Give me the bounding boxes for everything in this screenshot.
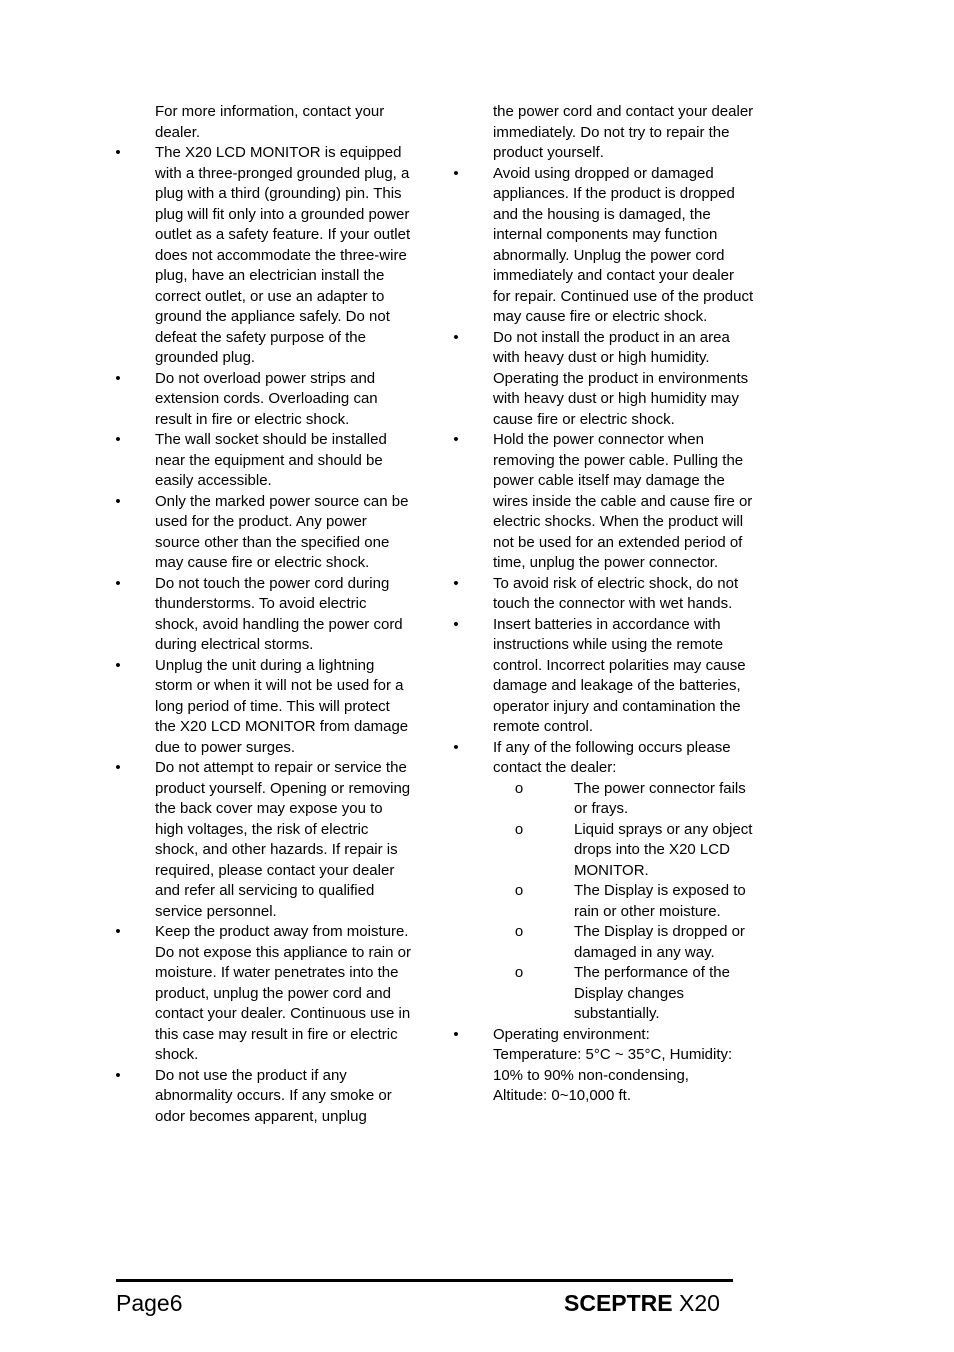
continued-text: For more information, contact your dealer. (155, 103, 385, 141)
list-item-text: Avoid using dropped or damaged appliances. If the product is dropped and the housing is damaged, the internal components may function abnormally. Unplug the power cord immediately and contact your dealer for repair. Continued use of the product may cause fire or electric shock. (493, 164, 754, 325)
page-number: Page6 (116, 1290, 183, 1316)
bullet-icon: • (453, 615, 459, 633)
footer-divider (116, 1279, 733, 1282)
sub-list-item-text: The power connector fails or frays. (574, 779, 746, 817)
bullet-icon: • (115, 656, 121, 674)
list-item-text: Hold the power connector when removing the power cable. Pulling the power cable itself may damage the wires inside the cable and cause fire or electric shocks. When the product will not be used for an extended period of time, unplug the power connector. (493, 431, 753, 571)
list-item (112, 430, 412, 492)
bullet-icon: • (453, 1025, 459, 1043)
list-item (450, 738, 755, 779)
circle-bullet-icon: o (514, 779, 524, 797)
list-item (450, 328, 755, 431)
bullet-icon: • (453, 738, 459, 756)
sub-list-item-text: The Display is exposed to rain or other moisture. (574, 882, 746, 920)
operating-environment-line: Altitude: 0~10,000 ft. (493, 1087, 632, 1104)
bullet-icon: • (453, 574, 459, 592)
sub-list-item (450, 963, 755, 1025)
list-item-text: Unplug the unit during a lightning storm or when it will not be used for a long period of time. This will protect the X20 LCD MONITOR from damage due to power surges. (155, 656, 409, 756)
sub-list-item-text: The performance of the Display changes substantially. (574, 964, 730, 1022)
sub-list-item (450, 779, 755, 820)
bullet-icon: • (115, 923, 121, 940)
list-item-text: If any of the following occurs please contact the dealer: (493, 738, 731, 776)
list-item-text: Do not use the product if any abnormality occurs. If any smoke or odor becomes apparent, unplug (155, 1066, 392, 1125)
sub-list-item (450, 820, 755, 882)
circle-bullet-icon: o (514, 820, 524, 838)
list-item (112, 922, 412, 1066)
bullet-icon: • (115, 759, 121, 776)
bullet-icon: • (453, 431, 459, 448)
sub-list-item (450, 922, 755, 963)
list-item-text: Keep the product away from moisture. Do not expose this appliance to rain or moisture. If water penetrates into the product, unplug the power cord and contact your dealer. Continuous use in this case may result in fire or electric shock. (155, 923, 411, 1063)
list-item-text: Do not install the product in an area with heavy dust or high humidity. Operating the product in environments with heavy dust or high humidity may cause fire or electric shock. (493, 328, 749, 428)
left-column (112, 102, 412, 1127)
bullet-icon: • (115, 431, 121, 448)
bullet-icon: • (115, 574, 121, 592)
sub-list-item-text: The Display is dropped or damaged in any way. (574, 923, 745, 961)
list-item (112, 656, 412, 759)
list-item (112, 1066, 412, 1128)
brand-name: SCEPTRE (564, 1290, 673, 1316)
operating-environment-line: 10% to 90% non-condensing, (493, 1066, 689, 1084)
list-item (450, 615, 755, 738)
circle-bullet-icon: o (514, 964, 524, 981)
bullet-icon: • (115, 492, 121, 510)
bullet-icon: • (115, 144, 121, 161)
right-column (450, 102, 755, 1107)
circle-bullet-icon: o (514, 882, 524, 899)
bullet-icon: • (115, 369, 121, 387)
list-item-text: Insert batteries in accordance with instructions while using the remote control. Incorrect polarities may cause damage and leakage of the batteries, operator injury and contamination the remote control. (493, 615, 746, 735)
operating-environment-title: Operating environment: (493, 1025, 650, 1043)
bullet-icon: • (453, 164, 459, 182)
list-item (112, 574, 412, 656)
list-item-text: Do not attempt to repair or service the product yourself. Opening or removing the back cover may expose you to high voltages, the risk of electric shock, and other hazards. If repair is required, please contact your dealer and refer all servicing to qualified service personnel. (155, 759, 411, 920)
list-item-text: To avoid risk of electric shock, do not touch the connector with wet hands. (493, 574, 739, 612)
sub-list-item (450, 881, 755, 922)
list-item (450, 430, 755, 574)
list-item-text: Do not touch the power cord during thunderstorms. To avoid electric shock, avoid handling the power cord during electrical storms. (155, 574, 403, 653)
continued-text: the power cord and contact your dealer immediately. Do not try to repair the product yourself. (493, 103, 754, 161)
list-item-text: The wall socket should be installed near the equipment and should be easily accessible. (155, 431, 387, 489)
bullet-icon: • (115, 1066, 121, 1084)
list-item (112, 758, 412, 922)
model-name: X20 (679, 1290, 720, 1316)
list-item-text: Only the marked power source can be used for the product. Any power source other than the specified one may cause fire or electric shock. (155, 492, 409, 571)
operating-environment-line: Temperature: 5°C ~ 35°C, Humidity: (493, 1046, 733, 1063)
list-item (450, 164, 755, 328)
list-item-text: The X20 LCD MONITOR is equipped with a three-pronged grounded plug, a plug with a third (grounding) pin. This plug will fit only into a grounded power outlet as a safety feature. If your outlet does not accommodate the three-wire plug, have an electrician install the correct outlet, or use an adapter to ground the appliance safely. Do not defeat the safety purpose of the grounded plug. (155, 144, 411, 366)
list-item (112, 492, 412, 574)
sub-list-item-text: Liquid sprays or any object drops into the X20 LCD MONITOR. (574, 820, 753, 879)
circle-bullet-icon: o (514, 923, 524, 940)
list-item (112, 369, 412, 431)
bullet-icon: • (453, 328, 459, 346)
brand-label (564, 1289, 720, 1317)
list-item (112, 143, 412, 369)
list-item-text: Do not overload power strips and extension cords. Overloading can result in fire or electric shock. (155, 369, 378, 428)
operating-environment-item (450, 1025, 755, 1046)
list-item (450, 574, 755, 615)
